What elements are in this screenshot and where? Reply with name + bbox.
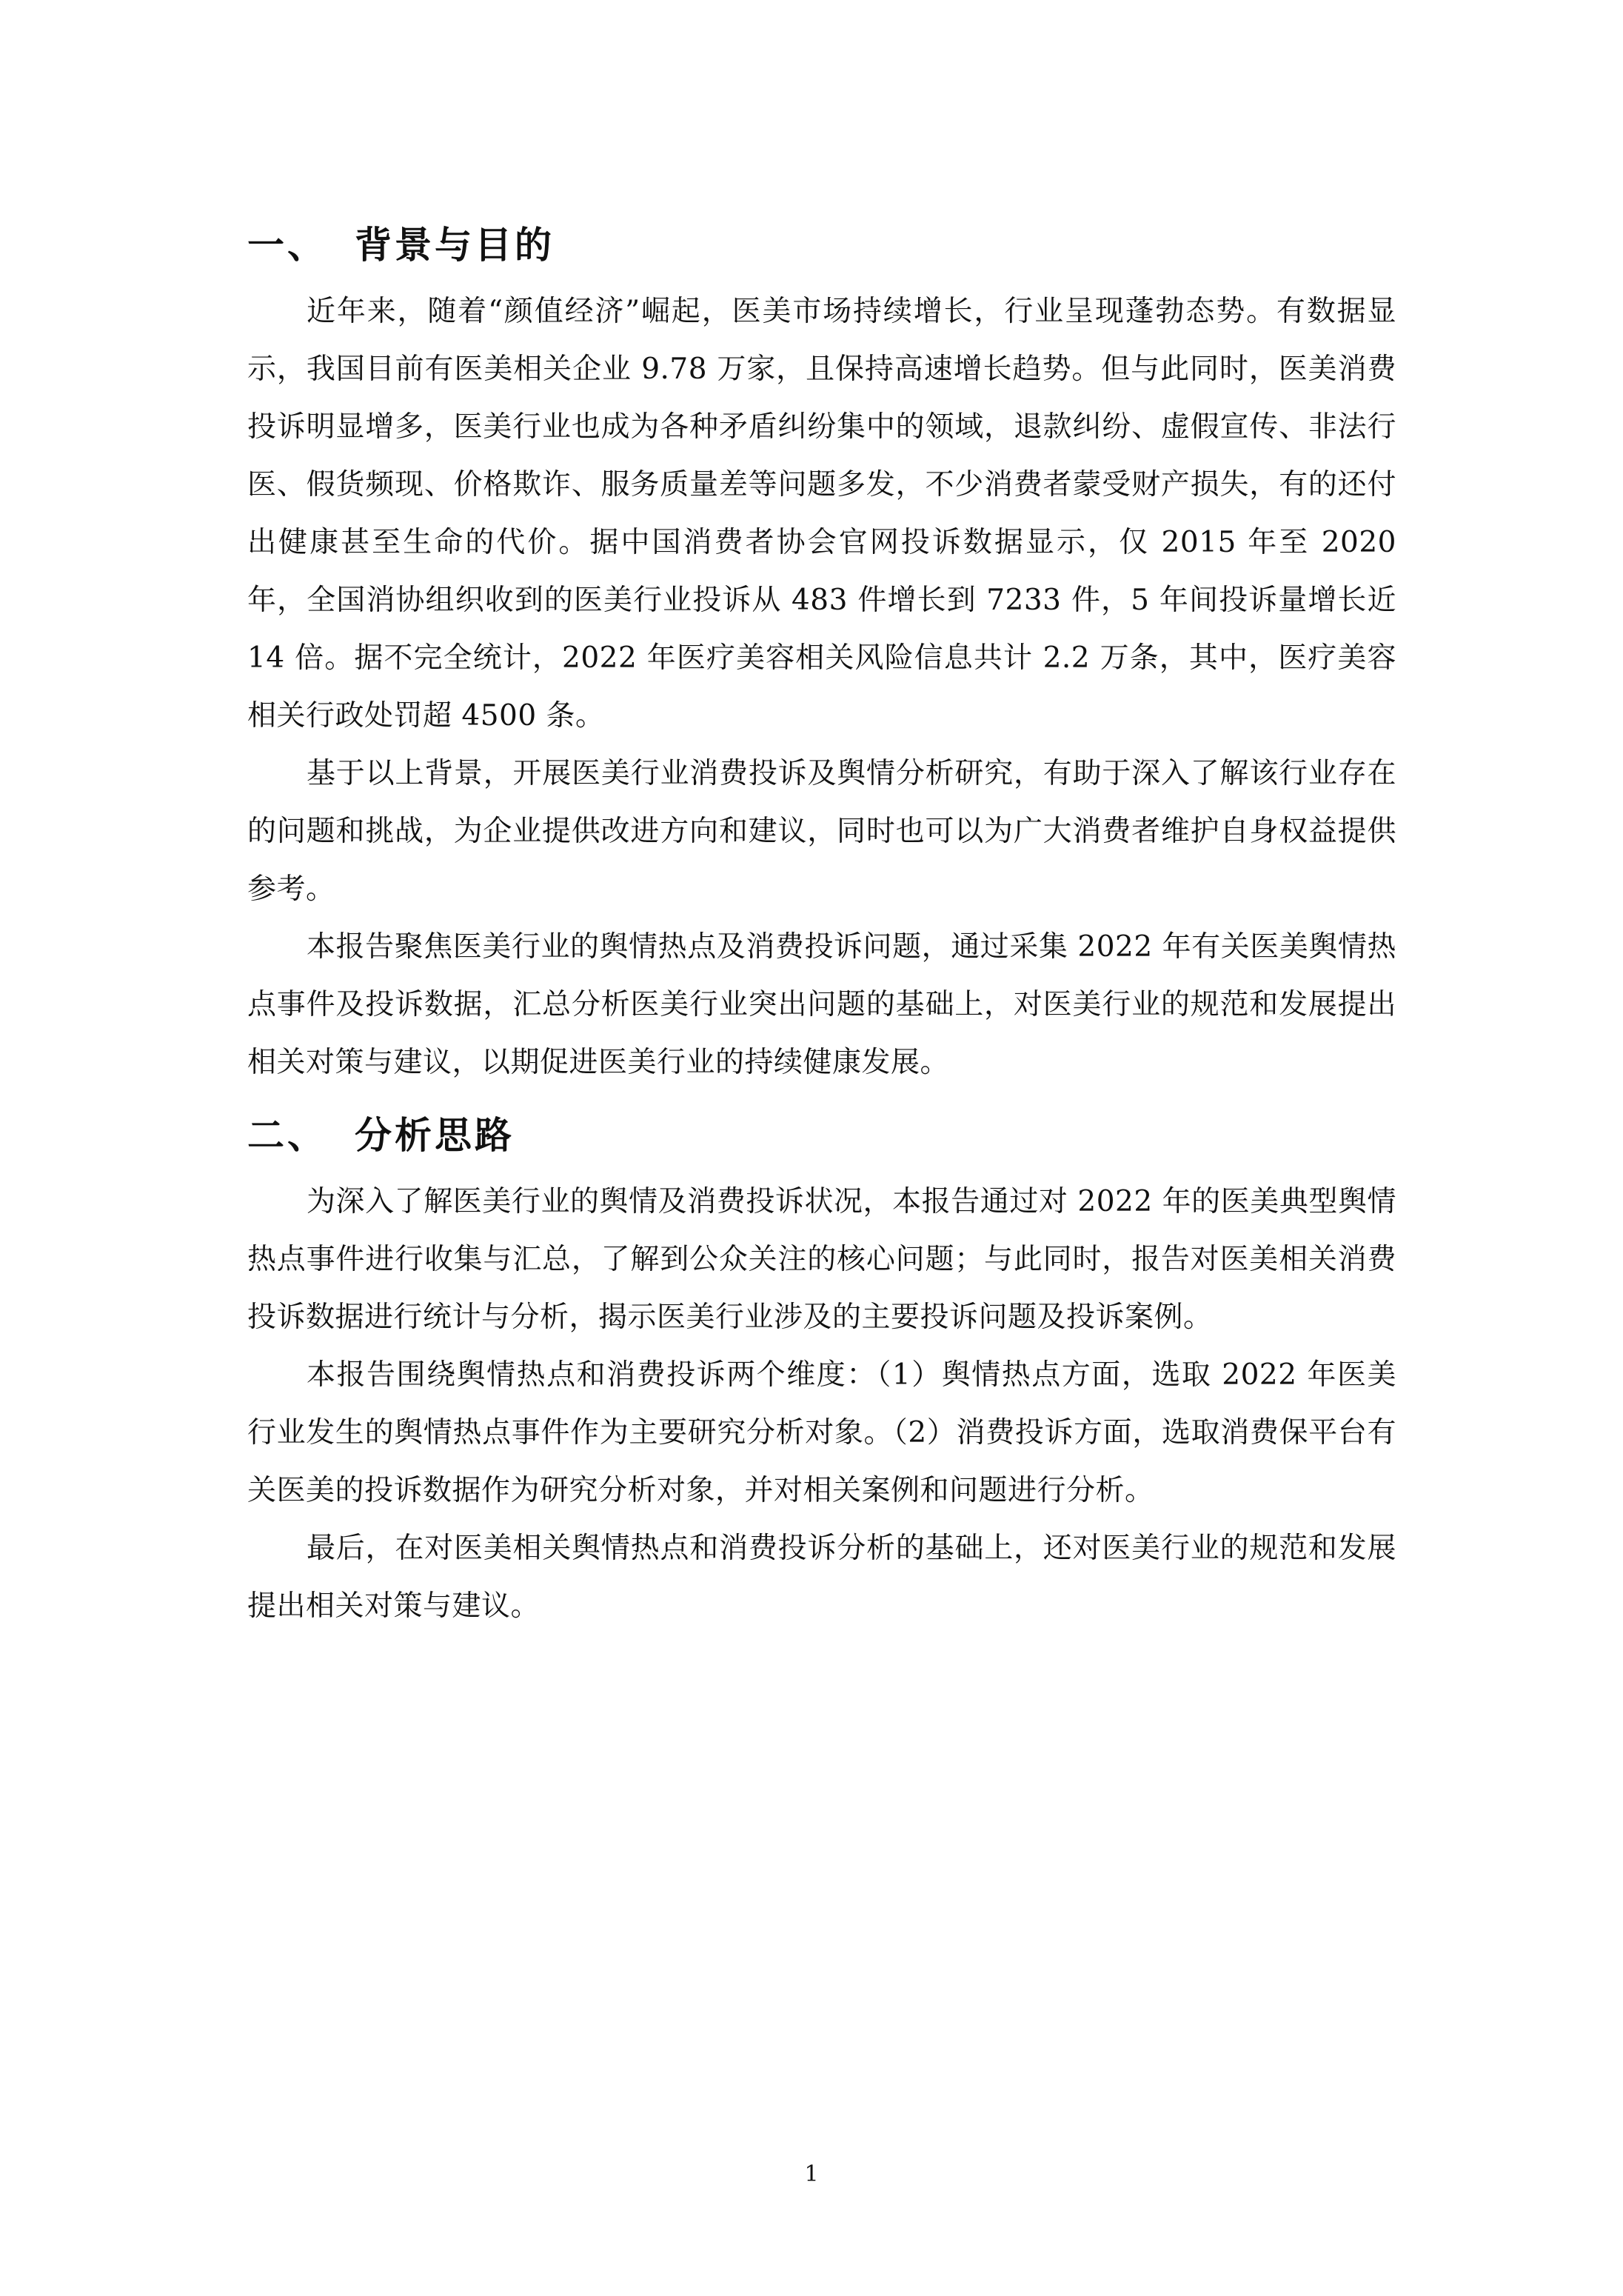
- section-heading-analysis: [247, 1092, 1396, 1173]
- section-number: 二、: [247, 1114, 327, 1157]
- paragraph: 本报告聚焦医美行业的舆情热点及消费投诉问题，通过采集 2022 年有关医美舆情热点事件及投诉数据，汇总分析医美行业突出问题的基础上，对医美行业的规范和发展提出相关对策与建议，以期促进医美行业的持续健康发展。: [247, 930, 1396, 1079]
- page-content: [247, 201, 1396, 1635]
- section-title: 分析思路: [355, 1114, 515, 1157]
- section-title: 背景与目的: [355, 224, 555, 267]
- paragraph: 为深入了解医美行业的舆情及消费投诉状况，本报告通过对 2022 年的医美典型舆情热点事件进行收集与汇总，了解到公众关注的核心问题；与此同时，报告对医美相关消费投诉数据进行统计与分析，揭示医美行业涉及的主要投诉问题及投诉案例。: [247, 1185, 1396, 1334]
- paragraph: 本报告围绕舆情热点和消费投诉两个维度：（1）舆情热点方面，选取 2022 年医美行业发生的舆情热点事件作为主要研究分析对象。（2）消费投诉方面，选取消费保平台有关医美的投诉数据作为研究分析对象，并对相关案例和问题进行分析。: [247, 1358, 1396, 1507]
- paragraph: 近年来，随着“颜值经济”崛起，医美市场持续增长，行业呈现蓬勃态势。有数据显示，我国目前有医美相关企业 9.78 万家，且保持高速增长趋势。但与此同时，医美消费投诉明显增多，医美行业也成为各种矛盾纠纷集中的领域，退款纠纷、虚假宣传、非法行医、假货频现、价格欺诈、服务质量差等问题多发，不少消费者蒙受财产损失，有的还付出健康甚至生命的代价。据中国消费者协会官网投诉数据显示，仅 2015 年至 2020 年，全国消协组织收到的医美行业投诉从 483 件增长到 7233 件，5 年间投诉量增长近 14 倍。据不完全统计，2022 年医疗美容相关风险信息共计 2.2 万条，其中，医疗美容相关行政处罚超 4500 条。: [247, 295, 1396, 732]
- paragraph: 基于以上背景，开展医美行业消费投诉及舆情分析研究，有助于深入了解该行业存在的问题和挑战，为企业提供改进方向和建议，同时也可以为广大消费者维护自身权益提供参考。: [247, 757, 1396, 906]
- section-heading-background: [247, 201, 1396, 283]
- section-number: 一、: [247, 224, 327, 267]
- paragraph: 最后，在对医美相关舆情热点和消费投诉分析的基础上，还对医美行业的规范和发展提出相关对策与建议。: [247, 1532, 1396, 1623]
- page-number: 1: [804, 2161, 819, 2187]
